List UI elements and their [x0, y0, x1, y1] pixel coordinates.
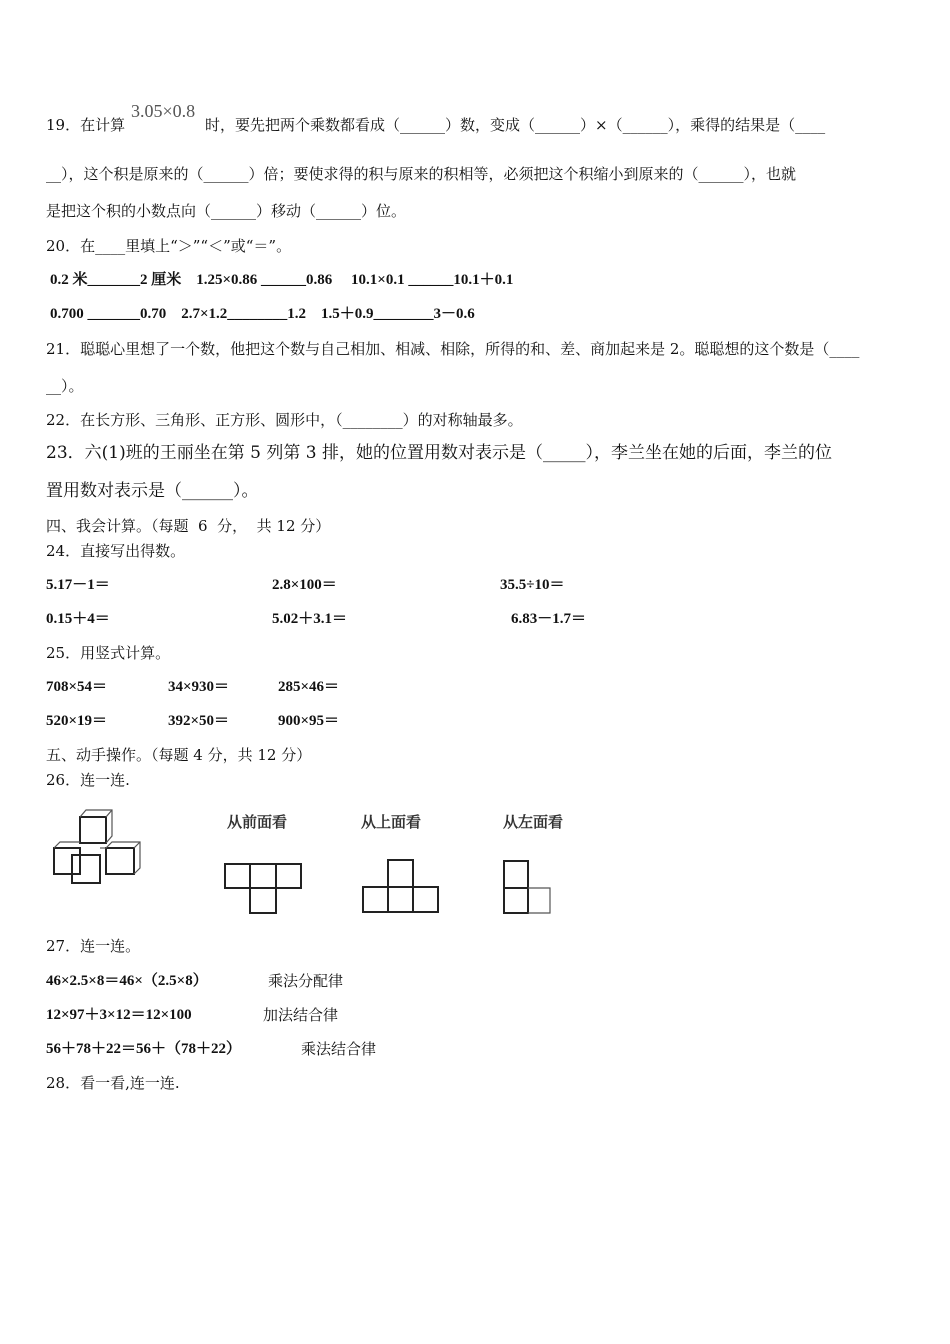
q24-item: 0.15＋4＝	[46, 611, 110, 627]
q28-title: 28．看一看,连一连.	[46, 1074, 180, 1092]
q22-text: 22．在长方形、三角形、正方形、圆形中，（________）的对称轴最多。	[46, 411, 523, 429]
view-label-front: 从前面看	[227, 813, 288, 831]
q20-row1: 0.2 米_______2 厘米 1.25×0.86 ______0.86 10.1×0.1 ______10.1＋0.1	[50, 272, 514, 288]
q24-item: 35.5÷10＝	[500, 577, 565, 593]
q26-title: 26．连一连.	[46, 771, 130, 789]
q19-line1: 时，要先把两个乘数都看成（______）数，变成（______）×（______），乘得的结果是（____	[205, 116, 826, 134]
q25-item: 520×19＝	[46, 713, 108, 729]
q25-item: 285×46＝	[278, 679, 340, 695]
q24-item: 5.02＋3.1＝	[272, 611, 348, 627]
q25-item: 34×930＝	[168, 679, 230, 695]
q25-item: 708×54＝	[46, 679, 108, 695]
q27-law: 乘法结合律	[301, 1040, 377, 1058]
left-view-figure	[500, 858, 556, 918]
section4-heading: 四、我会计算。（每题 6 分， 共 12 分）	[46, 517, 331, 535]
cube-figure	[44, 805, 154, 890]
top-view-figure	[361, 858, 441, 916]
view-label-left: 从左面看	[503, 813, 564, 831]
q20-row2: 0.700 _______0.70 2.7×1.2________1.2 1.5＋0.9________3－0.6	[50, 306, 475, 322]
q27-title: 27．连一连。	[46, 937, 141, 955]
q19-line2: __），这个积是原来的（______）倍；要使求得的积与原来的积相等，必须把这个积缩小到原来的（______），也就	[46, 165, 797, 183]
q24-item: 6.83－1.7＝	[511, 611, 587, 627]
q24-item: 5.17－1＝	[46, 577, 110, 593]
q25-title: 25．用竖式计算。	[46, 644, 171, 662]
q25-item: 900×95＝	[278, 713, 340, 729]
q21-line2: __）。	[46, 377, 84, 395]
q24-title: 24．直接写出得数。	[46, 542, 186, 560]
front-view-figure	[223, 860, 303, 916]
q27-expression: 46×2.5×8＝46×（2.5×8）	[46, 973, 208, 989]
q27-law: 加法结合律	[263, 1006, 339, 1024]
q27-expression: 56＋78＋22＝56＋（78＋22）	[46, 1041, 242, 1057]
q24-item: 2.8×100＝	[272, 577, 337, 593]
q23-line2: 置用数对表示是（______）。	[46, 481, 259, 501]
q23-line1: 23．六(1)班的王丽坐在第 5 列第 3 排，她的位置用数对表示是（_____），李兰坐在她的后面，李兰的位	[46, 443, 832, 463]
q21-line1: 21．聪聪心里想了一个数，他把这个数与自己相加、相减、相除，所得的和、差、商加起来是 2。聪聪想的这个数是（____	[46, 340, 860, 358]
q19-expression: 3.05×0.8	[131, 101, 196, 121]
q27-expression: 12×97＋3×12＝12×100	[46, 1007, 192, 1023]
q19-line3: 是把这个积的小数点向（______）移动（______）位。	[46, 202, 407, 220]
section5-heading: 五、动手操作。（每题 4 分，共 12 分）	[46, 746, 312, 764]
q27-law: 乘法分配律	[268, 972, 344, 990]
q25-item: 392×50＝	[168, 713, 230, 729]
view-label-top: 从上面看	[361, 813, 422, 831]
q19-prefix: 19．在计算	[46, 116, 126, 134]
q20-title: 20．在____里填上“＞”“＜”或“＝”。	[46, 237, 292, 255]
